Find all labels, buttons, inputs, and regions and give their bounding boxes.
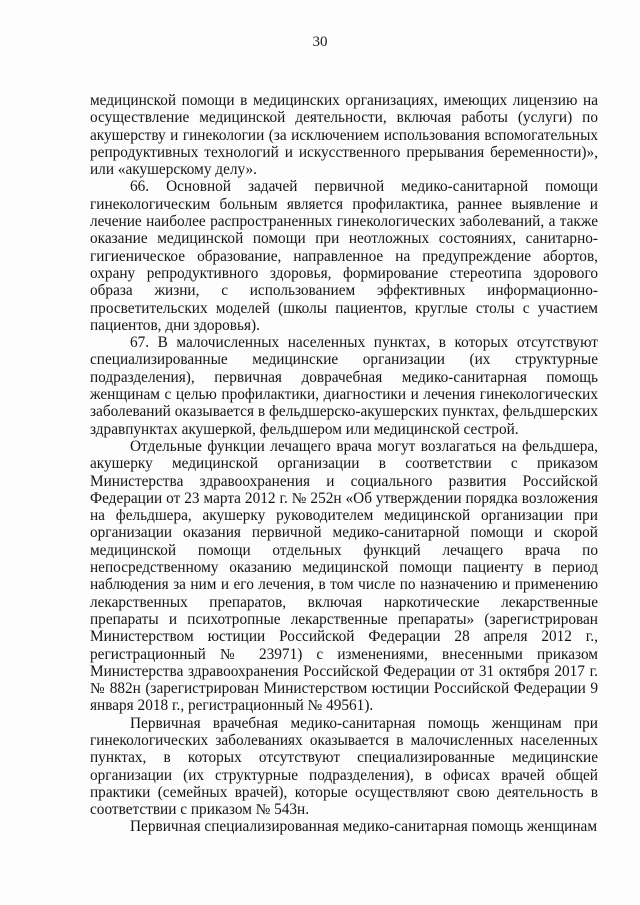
paragraph-continuation: медицинской помощи в медицинских организациях, имеющих лицензию на осуществление медицинской деятельности, включая работы (услуги) по акушерству и гинекологии (за исключением использования вспомогательных репродуктивных технологий и искусственного прерывания беременности)», или «акушерскому делу». (90, 92, 598, 179)
paragraph-primary-specialized-care: Первичная специализированная медико-санитарная помощь женщинам (130, 818, 597, 836)
paragraph-item-66: 66. Основной задачей первичной медико-санитарной помощи гинекологическим больным является профилактика, раннее выявление и лечение наиболее распространенных гинекологических заболеваний, а также оказание медицинской помощи при неотложных состояниях, санитарно-гигиеническое образование, направленное на предупреждение абортов, охрану репродуктивного здоровья, формирование стереотипа здорового образа жизни, с использованием эффективных информационно-просветительских моделей (школы пациентов, круглые столы с участием пациентов, дни здоровья). (90, 178, 598, 334)
paragraph-primary-physician-care: Первичная врачебная медико-санитарная помощь женщинам при гинекологических заболеваниях оказывается в малочисленных населенных пунктах, в которых отсутствуют специализированные медицинские организации (их структурные подразделения), в офисах врачей общей практики (семейных врачей), которые осуществляют свою деятельность в соответствии с приказом № 543н. (90, 714, 598, 819)
paragraph-feldsher-functions: Отдельные функции лечащего врача могут возлагаться на фельдшера, акушерку медицинской организации в соответствии с приказом Министерства здравоохранения и социального развития Российской Федерации от 23 марта 2012 г. № 252н «Об утверждении порядка возложения на фельдшера, акушерку руководителем медицинской организации при организации оказания первичной медико-санитарной помощи и скорой медицинской помощи отдельных функций лечащего врача по непосредственному оказанию медицинской помощи пациенту в период наблюдения за ним и его лечения, в том числе по назначению и применению лекарственных препаратов, включая наркотические лекарственные препараты и психотропные лекарственные препараты» (зарегистрирован Министерством юстиции Российской Федерации 28 апреля 2012 г., регистрационный № 23971) с изменениями, внесенными приказом Министерства здравоохранения Российской Федерации от 31 октября 2017 г. № 882н (зарегистрирован Министерством юстиции Российской Федерации 9 января 2018 г., регистрационный № 49561). (90, 437, 598, 715)
page-number: 30 (312, 34, 328, 50)
page-body (90, 92, 598, 836)
paragraph-item-67: 67. В малочисленных населенных пунктах, в которых отсутствуют специализированные медицинские организации (их структурные подразделения), первичная доврачебная медико-санитарная помощь женщинам с целью профилактики, диагностики и лечения гинекологических заболеваний оказывается в фельдшерско-акушерских пунктах, фельдшерских здравпунктах акушеркой, фельдшером или медицинской сестрой. (90, 334, 598, 438)
